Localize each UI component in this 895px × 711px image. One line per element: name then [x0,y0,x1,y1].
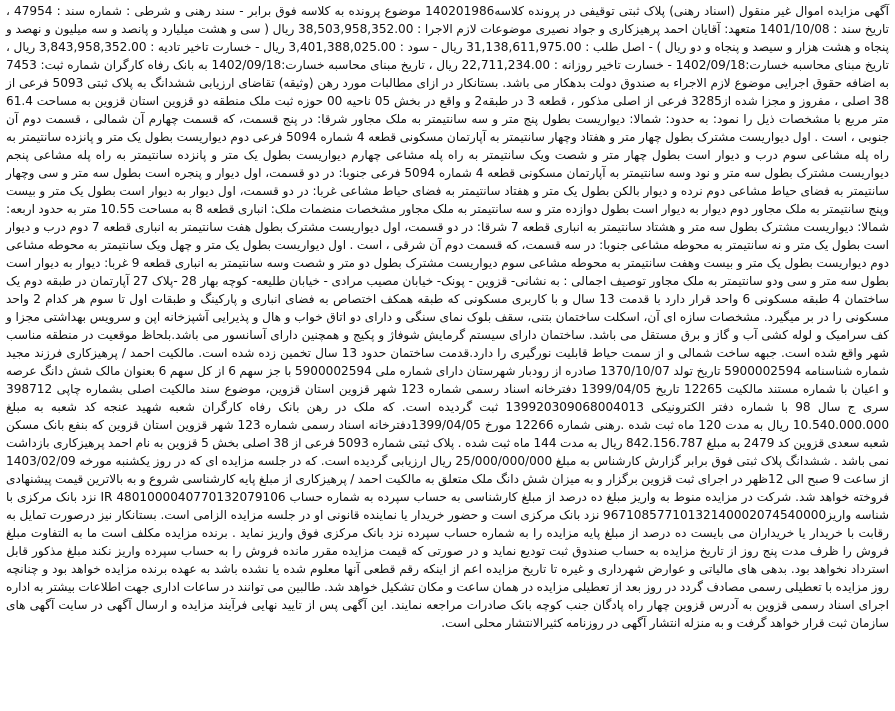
auction-notice-text: آگهی مزایده اموال غیر منقول (اسناد رهنی) پلاک ثبتی توقیفی در پرونده کلاسه140201986 موضوع پرونده به کلاسه فوق برابر - سند رهنی و شرطی : شماره سند : 47954 ، تاریخ سند : 1401/10/08 متعهد: آقایان احمد پرهیزکاری و جواد نصیری موضوعات لازم الاجرا : 38,503,958,352.00 ریال ( سی و هشت میلیارد و پانصد و سه میلیون و نهصد و پنجاه و هشت هزار و سیصد و پنجاه و دو ریال ) - اصل طلب : 31,138,611,975.00 ریال - سود : 3,401,388,025.00 ریال - خسارت تاخیر تادیه : 3,843,958,352.00 ریال ، تاریخ مبنای محاسبه خسارت:1402/09/18 - خسارت تاخیر روزانه : 22,711,234.00 ریال ، تاریخ مبنای محاسبه خسارت:1402/09/18 به بانک رفاه کارگران شماره ثبت: 7453 به اضافه حقوق اجرایی موضوع لازم الاجراء به صندوق دولت بدهکار می باشد. بستانکار در ازای مطالبات مورد رهن (وثیقه) تقاضای ارزیابی ششدانگ به پلاک ثبتی 5093 فرعی از 38 اصلی ، مفروز و مجزا شده از3285 فرعی از اصلی مذکور ، قطعه 3 در طبقه2 و واقع در بخش 05 ناحیه 00 حوزه ثبت ملک منطقه دو قزوین استان قزوین به مساحت 61.4 متر مربع با مشخصات ذیل را نمود: به حدود: شمالا: دیواریست بطول پنج متر و سه سانتیمتر به ملک مجاور شرقا: در پنج قسمت، که قسمت چهارم آن شمالی ، قسمت دوم آن جنوبی ، است . اول دیواریست مشترک بطول چهار متر و هفتاد وچهار سانتیمتر به آپارتمان مسکونی قطعه 4 شماره 5094 فرعی دوم دیواریست بطول یک متر و پانزده سانتیمتر به راه پله مشاعی سوم درب و دیوار است بطول چهار متر و شصت ویک سانتیمتر به راه پله مشاعی چهارم دیواریست بطول یک متر و پانزده سانتیمتر به راه پله مشاعی پنجم دیواریست مشترک بطول سه متر و نود وسه سانتیمتر به آپارتمان مسکونی قطعه 4 شماره 5094 فرعی جنوبا: در دو قسمت، اول دیوار و پنجره است بطول سه متر و سی وچهار سانتیمتر به فضای حیاط مشاعی دوم نرده و دیوار بالکن بطول یک متر و هفتاد سانتیمتر به فضای حیاط مشاعی غربا: در دو قسمت، اول دیوار به دیوار است بطول یک متر و بیست وپنج سانتیمتر به ملک مجاور دوم دیوار به دیوار است بطول دوازده متر و سه سانتیمتر به ملک مجاور مشخصات منضمات ملک: انباری قطعه 8 به مساحت 10.55 متر به حدود اربعه: شمالا: دیواریست مشترک بطول سه متر و هشتاد سانتیمتر به انباری قطعه 7 شرقا: در دو قسمت، اول دیواریست مشترک بطول هفت سانتیمتر به انباری قطعه 7 دوم درب و دیوار است بطول یک متر و نه سانتیمتر به محوطه مشاعی جنوبا: در سه قسمت، که قسمت دوم آن شرقی ، است . اول دیواریست بطول یک متر و چهل ویک سانتیمتر به محوطه مشاعی دوم دیواریست بطول یک متر و بیست وهفت سانتیمتر به محوطه مشاعی سوم دیواریست مشترک بطول دو متر و شصت وسه سانتیمتر به انباری قطعه 9 غربا: دیوار به دیوار است بطول سه متر و سی ودو سانتیمتر به ملک مجاور توصیف اجمالی : به نشانی- قزوین - پونک- خیابان مصیب مرادی - خیابان طلیعه- کوچه بهار 28 -پلاک 27 آپارتمان در طبقه دوم یک ساختمان 4 طبقه مسکونی 6 واحد قرار دارد با قدمت 13 سال و با کاربری مسکونی که طبقه همکف اختصاص به فضای انباری و پارکینگ و طبقات اول تا سوم هر کدام 2 واحد مسکونی را در بر میگیرد. مشخصات سازه ای آن، اسکلت ساختمان بتنی، سقف بلوک نمای سنگی و دارای دو اتاق خواب و هال و پذیرایی آشپزخانه اپن و سرویس بهداشتی مجزا و کف سرامیک و لوله کشی آب و گاز و برق مستقل می باشد. ساختمان دارای سیستم گرمایش شوفاژ و پکیج و همچنین دارای آسانسور می باشد.بلحاظ موقعیت در منطقه مناسب شهر واقع شده است. جبهه ساخت شمالی و از سمت حیاط قابلیت نورگیری را دارد.قدمت ساختمان حدود 13 سال تخمین زده شده است. مالکیت احمد / پرهیزکاری فرزند مجید شماره شناسنامه 5900002594 تاریخ تولد 1370/10/07 صادره از رودبار شهرستان دارای شماره ملی 5900002594 با جز سهم 6 از کل سهم 6 بعنوان مالک شش دانگ عرصه و اعیان با شماره مستند مالکیت 12265 تاریخ 1399/04/05 دفترخانه اسناد رسمی شماره 123 شهر قزوین استان قزوین، موضوع سند مالکیت اصلی بشماره چاپی 398712 سری ج سال 98 با شماره دفتر الکترونیکی 139920309068004013 ثبت گردیده است. که ملک در رهن بانک رفاه کارگران شعبه شهید عنجه کد شعبه به مبلغ 10.540.000.000 ریال به مدت 120 ماه ثبت شده .رهنی شماره 12266 مورخ 1399/04/05دفترخانه اسناد رسمی شماره 123 شهر قزوین استان قزوین که بنفع بانک مسکن شعبه سعدی قزوین کد 2479 به مبلغ 842.156.787 ریال به مدت 144 ماه ثبت شده . پلاک ثبتی شماره 5093 فرعی از 38 اصلی بخش 5 قزوین به نام احمد پرهیزکاری بازداشت نمی باشد . ششدانگ پلاک ثبتی فوق برابر گزارش کارشناس به مبلغ 25/000/000/000 ریال ارزیابی گردیده است. که در جلسه مزایده ای که در روز یکشنبه مورخه 1403/02/09 از ساعت 9 صبح الی 12ظهر در اجرای ثبت قزوین برگزار و به میزان شش دانگ ملک متعلق به مالکیت احمد / پرهیزکاری از مبلغ پایه کارشناسی شروع و به بالاترین قیمت پیشنهادی فروخته خواهد شد. شرکت در مزایده منوط به واریز مبلغ ده درصد از مبلغ کارشناسی به حساب سپرده به شماره حساب 4801000040770132079106 IR نزد بانک مرکزی با شناسه واریز96710857710132140002074540000 نزد بانک مرکزی است و حضور خریدار یا نماینده قانونی او در جلسه مزایده الزامی است. بستانکار نیز درصورت تمایل به رقابت با خریدار یا خریداران می بایست ده درصد از مبلغ پایه مزایده را به شماره حساب سپرده نزد بانک مرکزی فوق واریز نماید . برنده مزایده مکلف است ما به التفاوت مبلغ فروش را ظرف مدت پنج روز از تاریخ مزایده به حساب صندوق ثبت تودیع نماید و در صورتی که قیمت مزایده مقرر مانده فروش را به حساب سپرده واریز نکند مبلغ مذکور قابل استرداد نخواهد بود. بدهی های مالیاتی و عوارض شهرداری و غیره تا تاریخ مزایده اعم از اینکه رقم قطعی آنها معلوم شده یا نشده باشد به عهده برنده مزایده خواهد بود و چنانچه روز مزایده با تعطیلی رسمی مصادف گردد در روز بعد از تعطیلی مزایده در همان ساعت و مکان تشکیل خواهد شد. طالبین می توانند در ساعات اداری جهت اطلاعات بیشتر به اداره اجرای اسناد رسمی قزوین به آدرس قزوین چهار راه پادگان جنب کوچه بانک صادرات مراجعه نمایند. این آگهی پس از تایید نهایی فرآیند مزایده و ارسال آگهی در سایت آگهی های سازمان ثبت قرار خواهد گرفت و به منزله انتشار آگهی در روزنامه کثیرالانتشار محلی است. [6,4,890,630]
